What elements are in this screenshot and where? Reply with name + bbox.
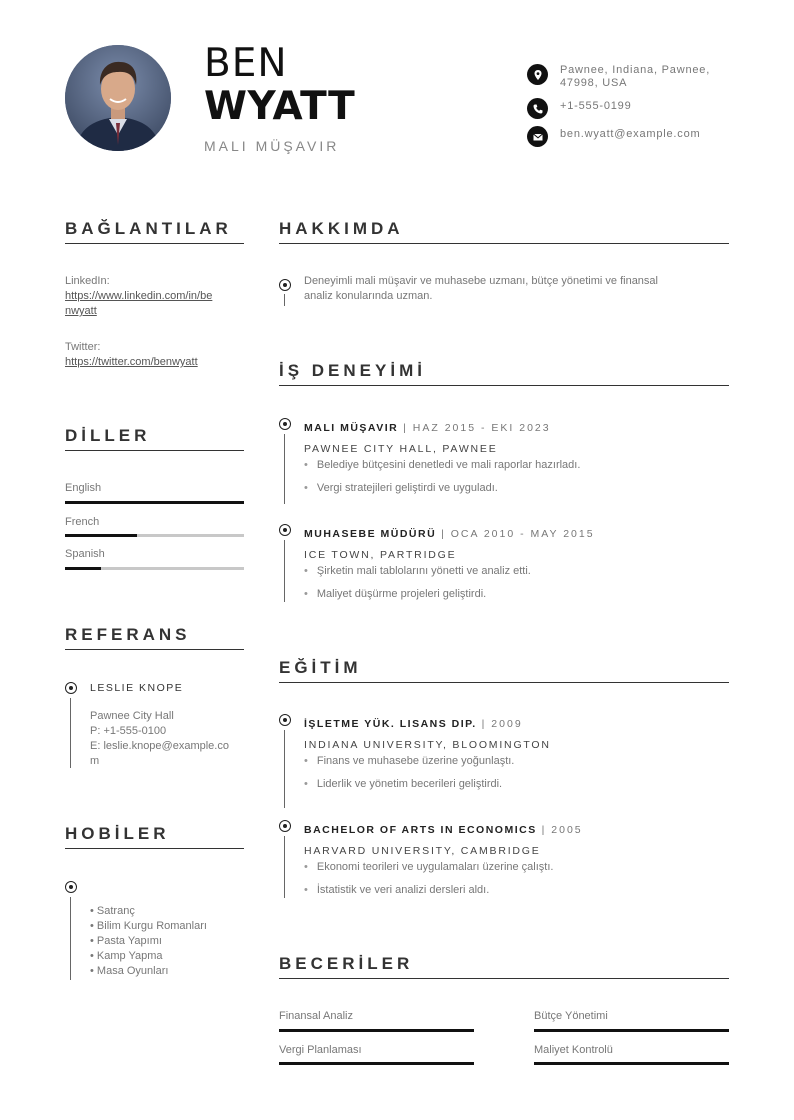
skill-bar-fill bbox=[534, 1029, 729, 1032]
language-name: Spanish bbox=[65, 548, 105, 560]
hobby-item: • Bilim Kurgu Romanları bbox=[90, 920, 207, 932]
references-section-title: REFERANS bbox=[65, 625, 191, 644]
contact-phone bbox=[527, 98, 730, 119]
skill-name: Vergi Planlaması bbox=[279, 1044, 362, 1056]
timeline-dot-icon bbox=[279, 418, 291, 430]
job-header bbox=[304, 418, 551, 436]
timeline-line bbox=[284, 730, 285, 808]
about-text-line1: Deneyimli mali müşavir ve muhasebe uzmanı, bütçe yönetimi ve finansal bbox=[304, 275, 658, 287]
skills-divider bbox=[279, 978, 729, 979]
phone-text[interactable]: +1-555-0199 bbox=[560, 100, 632, 112]
skill-bar-fill bbox=[279, 1029, 474, 1032]
education-header bbox=[304, 820, 583, 838]
hobby-item: • Kamp Yapma bbox=[90, 950, 163, 962]
person-portrait-icon bbox=[65, 45, 171, 151]
linkedin-link-line1[interactable]: https://www.linkedin.com/in/be bbox=[65, 290, 213, 302]
timeline-line bbox=[284, 434, 285, 504]
email-text[interactable]: ben.wyatt@example.com bbox=[560, 128, 701, 140]
timeline-line bbox=[284, 294, 285, 306]
last-name: WYATT bbox=[204, 84, 356, 129]
education-divider bbox=[279, 682, 729, 683]
reference-email-line1: E: leslie.knope@example.co bbox=[90, 740, 229, 752]
avatar bbox=[65, 45, 171, 151]
language-bar-fill bbox=[65, 534, 137, 537]
reference-name: LESLIE KNOPE bbox=[90, 682, 184, 694]
skill-name: Maliyet Kontrolü bbox=[534, 1044, 613, 1056]
job-bullet: • Belediye bütçesini denetledi ve mali raporlar hazırladı. bbox=[304, 459, 580, 471]
skill-bar bbox=[534, 1029, 729, 1032]
location-pin-icon bbox=[527, 64, 548, 85]
language-bar bbox=[65, 534, 244, 537]
timeline-dot-icon bbox=[65, 881, 77, 893]
education-bullet: • Ekonomi teorileri ve uygulamaları üzerine çalıştı. bbox=[304, 861, 553, 873]
linkedin-link-line2[interactable]: nwyatt bbox=[65, 305, 97, 317]
job-role: MALI MÜŞAVIR bbox=[204, 138, 340, 154]
job-date: | OCA 2010 - MAY 2015 bbox=[436, 528, 595, 540]
job-header bbox=[304, 524, 595, 542]
skill-bar-fill bbox=[279, 1062, 474, 1065]
address-text: Pawnee, Indiana, Pawnee, 47998, USA bbox=[560, 64, 711, 89]
twitter-label: Twitter: bbox=[65, 341, 101, 353]
language-name: French bbox=[65, 516, 100, 528]
job-date: | HAZ 2015 - EKI 2023 bbox=[398, 422, 551, 434]
language-bar bbox=[65, 567, 244, 570]
job-bullet: • Maliyet düşürme projeleri geliştirdi. bbox=[304, 588, 486, 600]
hobby-item: • Masa Oyunları bbox=[90, 965, 169, 977]
education-bullet: • Finans ve muhasebe üzerine yoğunlaştı. bbox=[304, 755, 514, 767]
job-company: ICE TOWN, PARTRIDGE bbox=[304, 549, 457, 561]
education-header bbox=[304, 714, 523, 732]
timeline-dot-icon bbox=[65, 682, 77, 694]
skills-section-title: BECERİLER bbox=[279, 954, 414, 973]
languages-section-title: DİLLER bbox=[65, 426, 151, 445]
skill-bar bbox=[534, 1062, 729, 1065]
links-divider bbox=[65, 243, 244, 244]
timeline-line bbox=[284, 540, 285, 602]
links-section-title: BAĞLANTILAR bbox=[65, 219, 232, 238]
hobbies-divider bbox=[65, 848, 244, 849]
job-title: MALI MÜŞAVIR bbox=[304, 422, 399, 434]
references-divider bbox=[65, 649, 244, 650]
hobbies-section-title: HOBİLER bbox=[65, 824, 170, 843]
education-section-title: EĞİTİM bbox=[279, 658, 362, 677]
education-bullet: • Liderlik ve yönetim becerileri geliştirdi. bbox=[304, 778, 502, 790]
skill-bar bbox=[279, 1029, 474, 1032]
timeline-line bbox=[70, 897, 71, 980]
hobby-item: • Satranç bbox=[90, 905, 135, 917]
reference-phone: P: +1-555-0100 bbox=[90, 725, 167, 737]
language-bar-fill bbox=[65, 501, 244, 504]
hobbies-list bbox=[90, 904, 207, 979]
contact-address bbox=[527, 64, 730, 89]
school-name: INDIANA UNIVERSITY, BLOOMINGTON bbox=[304, 739, 551, 751]
degree-date: | 2009 bbox=[476, 718, 523, 730]
education-bullet: • İstatistik ve veri analizi dersleri aldı. bbox=[304, 884, 489, 896]
timeline-dot-icon bbox=[279, 524, 291, 536]
job-title: MUHASEBE MÜDÜRÜ bbox=[304, 528, 437, 540]
timeline-line bbox=[284, 836, 285, 898]
email-icon bbox=[527, 126, 548, 147]
skill-bar-fill bbox=[534, 1062, 729, 1065]
skill-bar bbox=[279, 1062, 474, 1065]
degree-title: İŞLETME YÜK. LISANS DIP. bbox=[304, 718, 477, 730]
about-text bbox=[304, 274, 724, 304]
school-name: HARVARD UNIVERSITY, CAMBRIDGE bbox=[304, 845, 541, 857]
timeline-dot-icon bbox=[279, 820, 291, 832]
about-text-line2: analiz konularında uzman. bbox=[304, 290, 433, 302]
skill-name: Finansal Analiz bbox=[279, 1010, 353, 1022]
job-bullet: • Şirketin mali tablolarını yönetti ve analiz etti. bbox=[304, 565, 531, 577]
reference-org: Pawnee City Hall bbox=[90, 710, 174, 722]
experience-divider bbox=[279, 385, 729, 386]
degree-date: | 2005 bbox=[536, 824, 583, 836]
languages-divider bbox=[65, 450, 244, 451]
contact-email bbox=[527, 126, 730, 147]
language-bar-fill bbox=[65, 567, 101, 570]
first-name: BEN bbox=[204, 41, 288, 86]
reference-details bbox=[90, 709, 245, 769]
timeline-dot-icon bbox=[279, 279, 291, 291]
about-section-title: HAKKIMDA bbox=[279, 219, 404, 238]
language-name: English bbox=[65, 482, 102, 494]
linkedin-label: LinkedIn: bbox=[65, 275, 110, 287]
reference-email-line2: m bbox=[90, 755, 100, 767]
phone-icon bbox=[527, 98, 548, 119]
links-block bbox=[65, 274, 245, 370]
twitter-link[interactable]: https://twitter.com/benwyatt bbox=[65, 356, 198, 368]
degree-title: BACHELOR OF ARTS IN ECONOMICS bbox=[304, 824, 537, 836]
hobby-item: • Pasta Yapımı bbox=[90, 935, 162, 947]
skill-name: Bütçe Yönetimi bbox=[534, 1010, 608, 1022]
experience-section-title: İŞ DENEYİMİ bbox=[279, 361, 426, 380]
timeline-dot-icon bbox=[279, 714, 291, 726]
about-divider bbox=[279, 243, 729, 244]
timeline-line bbox=[70, 698, 71, 768]
job-company: PAWNEE CITY HALL, PAWNEE bbox=[304, 443, 498, 455]
job-bullet: • Vergi stratejileri geliştirdi ve uyguladı. bbox=[304, 482, 498, 494]
language-bar bbox=[65, 501, 244, 504]
